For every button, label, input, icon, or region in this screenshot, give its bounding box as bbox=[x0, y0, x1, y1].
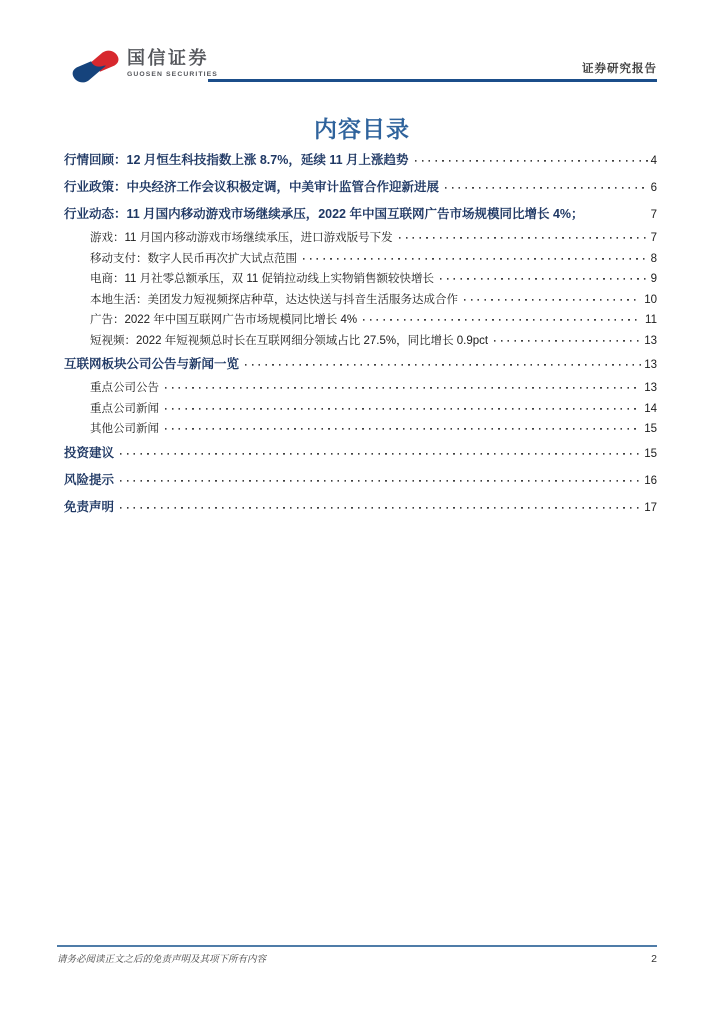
toc-leader-dots bbox=[245, 356, 641, 369]
toc-entry-page: 16 bbox=[644, 474, 657, 487]
page-footer bbox=[57, 951, 657, 965]
toc-entry-page: 4 bbox=[650, 155, 657, 167]
toc-entry-text: 其他公司新闻 bbox=[90, 423, 159, 435]
toc-entry[interactable] bbox=[90, 378, 657, 399]
toc-leader-dots bbox=[415, 152, 648, 165]
toc-entry-text: 移动支付：数字人民币再次扩大试点范围 bbox=[90, 252, 297, 265]
toc-entry[interactable] bbox=[64, 201, 657, 228]
toc-entry[interactable] bbox=[90, 290, 657, 311]
logo-name-cn: 国信证券 bbox=[127, 48, 209, 68]
toc-leader-dots bbox=[120, 471, 641, 484]
toc-entry-page: 13 bbox=[644, 359, 657, 371]
report-type-label: 证券研究报告 bbox=[582, 63, 657, 75]
toc-entry-text: 互联网板块公司公告与新闻一览 bbox=[64, 357, 240, 371]
toc-leader-dots bbox=[590, 206, 648, 219]
toc-leader-dots bbox=[363, 312, 642, 324]
toc-entry-text: 重点公司公告 bbox=[90, 382, 159, 394]
toc-entry-page: 7 bbox=[650, 209, 657, 221]
footer-divider bbox=[57, 945, 657, 947]
toc-entry-page: 15 bbox=[644, 447, 657, 460]
toc-leader-dots bbox=[165, 421, 641, 433]
toc-entry-page: 13 bbox=[644, 334, 657, 347]
toc-entry-page: 17 bbox=[644, 501, 657, 514]
toc-entry-text: 广告：2022 年中国互联网广告市场规模同比增长 4% bbox=[90, 314, 358, 326]
toc-leader-dots bbox=[399, 230, 648, 242]
toc-entry-page: 7 bbox=[650, 232, 657, 244]
guosen-logo-icon bbox=[72, 48, 120, 85]
toc-entry[interactable] bbox=[64, 351, 657, 378]
toc-entry-page: 6 bbox=[650, 182, 657, 194]
toc-entry-page: 15 bbox=[644, 423, 657, 435]
toc-entry-text: 行业政策：中央经济工作会议积极定调，中美审计监管合作迎新进展 bbox=[64, 180, 440, 194]
toc-leader-dots bbox=[464, 291, 641, 303]
toc-leader-dots bbox=[120, 444, 641, 457]
toc-leader-dots bbox=[165, 380, 641, 392]
report-header bbox=[0, 0, 724, 100]
toc-entry-text: 短视频：2022 年短视频总时长在互联网细分领域占比 27.5%，同比增长 0.9pct bbox=[90, 334, 489, 347]
toc-entry[interactable] bbox=[90, 310, 657, 331]
toc-leader-dots bbox=[494, 332, 641, 344]
toc-entry[interactable] bbox=[64, 174, 657, 201]
toc-entry-text: 行业动态：11 月国内移动游戏市场继续承压，2022 年中国互联网广告市场规模同比增长 4%； bbox=[64, 207, 584, 221]
footer-disclaimer: 请务必阅读正文之后的免责声明及其项下所有内容 bbox=[57, 954, 267, 965]
toc-entry-page: 11 bbox=[645, 314, 657, 326]
toc-entry-text: 电商：11 月社零总额承压，双 11 促销拉动线上实物销售额较快增长 bbox=[90, 273, 434, 285]
toc-entry[interactable] bbox=[64, 440, 657, 467]
toc-entry-page: 13 bbox=[644, 382, 657, 394]
toc-entry[interactable] bbox=[64, 147, 657, 174]
toc-entry-page: 9 bbox=[650, 273, 657, 285]
toc-entry-page: 14 bbox=[644, 402, 657, 415]
logo-text bbox=[127, 48, 218, 78]
toc-leader-dots bbox=[303, 250, 648, 262]
toc-entry-text: 投资建议 bbox=[64, 445, 115, 460]
toc-entry-page: 10 bbox=[644, 293, 657, 306]
toc-entry-text: 免责声明 bbox=[64, 499, 115, 514]
toc-entry[interactable] bbox=[64, 494, 657, 521]
toc-title: 内容目录 bbox=[314, 116, 410, 142]
toc-entry[interactable] bbox=[64, 467, 657, 494]
toc-entry[interactable] bbox=[90, 249, 657, 270]
footer-page-number: 2 bbox=[651, 953, 657, 965]
toc-entry[interactable] bbox=[90, 419, 657, 440]
toc-entry-text: 行情回顾：12 月恒生科技指数上涨 8.7%，延续 11 月上涨趋势 bbox=[64, 153, 409, 167]
toc-entry-text: 风险提示 bbox=[64, 472, 115, 487]
header-divider bbox=[208, 79, 657, 82]
toc-leader-dots bbox=[440, 271, 648, 283]
toc-list bbox=[64, 147, 657, 521]
toc-entry-text: 重点公司新闻 bbox=[90, 402, 159, 415]
toc-entry-text: 本地生活：美团发力短视频探店种草，达达快送与抖音生活服务达成合作 bbox=[90, 293, 458, 306]
toc-leader-dots bbox=[165, 400, 641, 412]
toc-entry-page: 8 bbox=[650, 252, 657, 265]
logo-name-en: GUOSEN SECURITIES bbox=[127, 71, 218, 78]
toc-entry[interactable] bbox=[90, 331, 657, 352]
toc-leader-dots bbox=[445, 179, 648, 192]
guosen-logo bbox=[72, 48, 218, 85]
toc-entry-text: 游戏：11 月国内移动游戏市场继续承压，进口游戏版号下发 bbox=[90, 232, 393, 244]
toc-entry[interactable] bbox=[90, 399, 657, 420]
toc-entry[interactable] bbox=[90, 228, 657, 249]
toc-entry[interactable] bbox=[90, 269, 657, 290]
toc-leader-dots bbox=[120, 498, 641, 511]
